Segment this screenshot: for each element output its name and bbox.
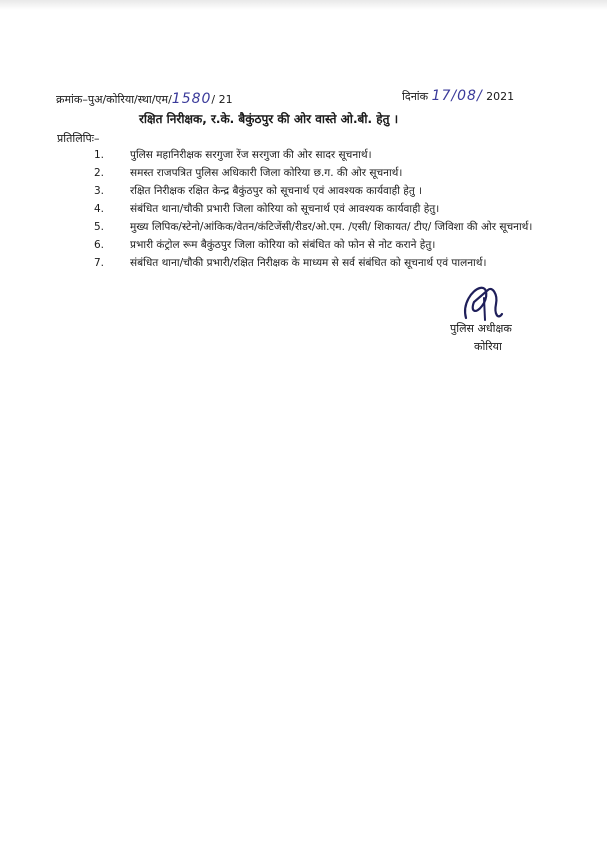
signatory-place: कोरिया — [474, 340, 502, 353]
reference-number — [56, 91, 233, 107]
signature-block — [444, 284, 554, 354]
list-item — [94, 147, 564, 163]
ref-number-handwritten: 1580 — [171, 91, 212, 107]
item-text: पुलिस महानिरीक्षक सरगुजा रेंज सरगुजा की ओर सादर सूचनार्थ। — [130, 149, 372, 161]
item-number: 6. — [94, 239, 105, 251]
item-text: मुख्य लिपिक/स्टेनो/आंकिक/वेतन/कंटिजेंसी/रीडर/ओ.एम. /एसी/ शिकायत/ टीए/ जिविशा की ओर सूचनार्थ। — [130, 221, 533, 233]
list-item — [94, 219, 564, 235]
item-number: 5. — [94, 221, 105, 233]
list-item — [94, 201, 564, 217]
item-text: संबंधित थाना/चौकी प्रभारी/रक्षित निरीक्षक के माध्यम से सर्व संबंधित को सूचनार्थ एवं पालनार्थ। — [130, 257, 487, 269]
date-field — [402, 88, 514, 104]
list-item — [94, 237, 564, 253]
list-item — [94, 165, 564, 181]
date-year: 2021 — [486, 90, 515, 103]
list-item — [94, 183, 564, 199]
date-label: दिनांक — [402, 90, 429, 103]
subject-line: रक्षित निरीक्षक, र.के. बैकुंठपुर की ओर वास्ते ओ.बी. हेतु । — [139, 112, 399, 126]
item-text: समस्त राजपत्रित पुलिस अधिकारी जिला कोरिया छ.ग. की ओर सूचनार्थ। — [130, 167, 403, 179]
ref-suffix: / 21 — [211, 93, 233, 106]
item-text: संबंधित थाना/चौकी प्रभारी जिला कोरिया को सूचनार्थ एवं आवश्यक कार्यवाही हेतु। — [130, 203, 440, 215]
copy-to-list — [94, 147, 564, 273]
item-number: 2. — [94, 167, 105, 179]
signature-mark — [458, 284, 508, 326]
copy-to-label: प्रतिलिपिः– — [57, 132, 100, 145]
item-text: प्रभारी कंट्रोल रूम बैकुंठपुर जिला कोरिया को संबंधित को फोन से नोट कराने हेतु। — [130, 239, 436, 251]
list-item — [94, 255, 564, 271]
date-handwritten: 17/08/ — [431, 88, 483, 104]
signatory-title: पुलिस अधीक्षक — [450, 322, 512, 335]
item-number: 1. — [94, 149, 105, 161]
ref-prefix: क्रमांक–पुअ/कोरिया/स्था/एम/ — [56, 93, 172, 106]
item-number: 3. — [94, 185, 105, 197]
scan-edge — [0, 0, 607, 10]
item-number: 7. — [94, 257, 105, 269]
item-number: 4. — [94, 203, 105, 215]
item-text: रक्षित निरीक्षक रक्षित केन्द्र बैकुंठपुर को सूचनार्थ एवं आवश्यक कार्यवाही हेतु । — [130, 185, 423, 197]
